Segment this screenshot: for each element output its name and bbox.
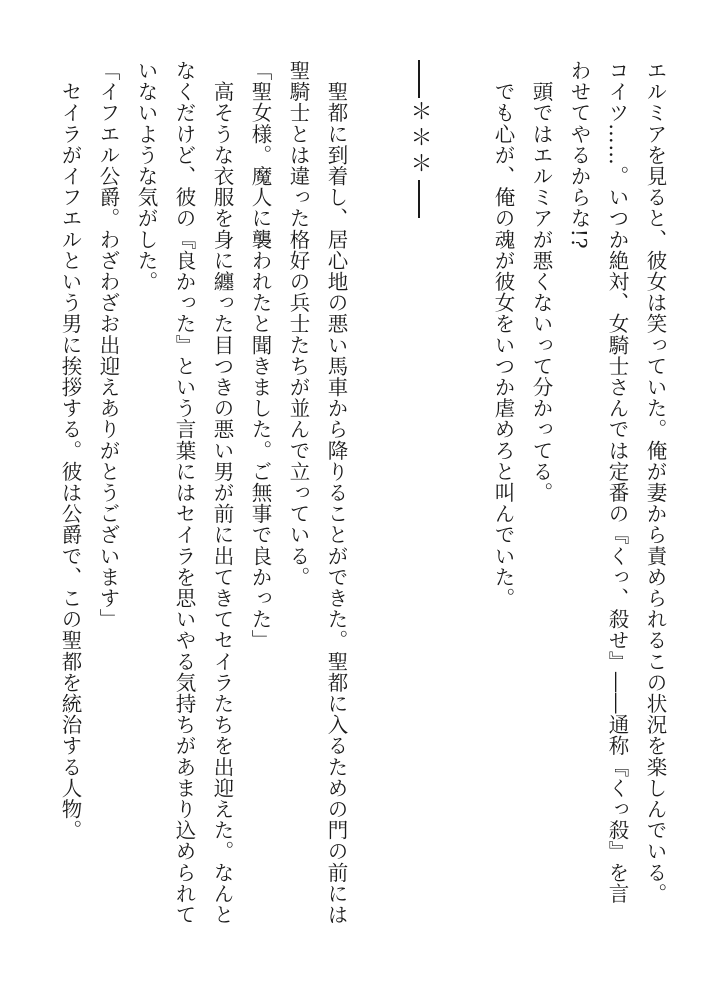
text-column-14: 「イフエル公爵。わざわざお出迎えありがとうございます」 [96,60,120,630]
text-column-9: 聖騎士とは違った格好の兵士たちが並んで立っている。 [286,60,310,588]
text-column-10: 「聖女様。魔人に襲われたと聞きました。ご無事で良かった」 [248,60,272,651]
text-column-8: 聖都に到着し、居心地の悪い馬車から降りることができた。聖都に入るための門の前には [324,60,348,926]
scene-break-separator [405,60,433,220]
text-column-12: なくだけど、彼の『良かった』という言葉にはセイラを思いやる気持ちがあまり込められて [172,60,196,926]
text-column-11: 高そうな衣服を身に纏った目つきの悪い男が前に出てきてセイラたちを出迎えた。なんと [210,60,234,926]
text-column-2: コイツ……。いつか絶対、女騎士さんでは定番の『くっ、殺せ』――通称『くっ殺』を言 [605,60,629,904]
text-column-5: でも心が、俺の魂が彼女をいつか虐めろと叫んでいた。 [491,60,515,609]
separator-line-bottom [418,180,420,218]
text-column-4: 頭ではエルミアが悪くないって分かってる。 [529,60,553,504]
separator-line-top [418,60,420,98]
text-column-3: わせてやるからな!? [567,60,591,250]
text-column-13: いないような気がした。 [134,60,158,293]
text-column-15: セイラがイフエルという男に挨拶する。彼は公爵で、この聖都を統治する人物。 [58,60,82,841]
separator-stars: ＊＊＊ [407,100,432,178]
text-column-1: エルミアを見ると、彼女は笑っていた。俺が妻から責められるこの状況を楽しんでいる。 [643,60,667,904]
